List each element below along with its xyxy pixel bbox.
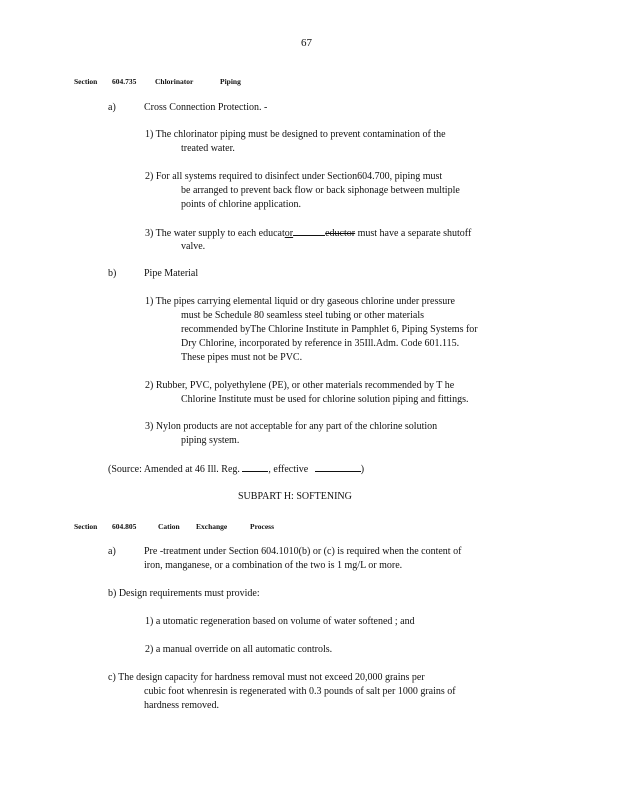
- text-line: piping system.: [181, 435, 240, 446]
- section-title-word: Piping: [220, 77, 241, 86]
- text-line: Pre -treatment under Section 604.1010(b) or (c) is required when the content of: [144, 546, 462, 557]
- text-line: points of chlorine application.: [181, 199, 301, 210]
- text-run: ): [360, 464, 365, 475]
- text-line: [145, 226, 471, 240]
- section-label: Section: [74, 522, 98, 531]
- text-line: hardness removed.: [144, 700, 219, 711]
- subsection-a-heading: Cross Connection Protection. -: [144, 102, 268, 113]
- text-line: 2) Rubber, PVC, polyethylene (PE), or other materials recommended by T he: [145, 380, 455, 391]
- section-title-word: Process: [250, 522, 275, 531]
- deleted-text: eductor: [325, 228, 356, 239]
- section-number: 604.735: [112, 77, 137, 86]
- text-line: c) The design capacity for hardness removal must not exceed 20,000 grains per: [108, 672, 425, 683]
- text-line: Dry Chlorine, incorporated by reference in 35Ill.Adm. Code 601.115.: [181, 338, 460, 349]
- section-number: 604.805: [112, 522, 137, 531]
- text-line: 1) The pipes carrying elemental liquid or dry gaseous chlorine under pressure: [145, 296, 455, 307]
- section-title-word: Chlorinator: [155, 77, 194, 86]
- source-note: [108, 462, 364, 476]
- blank-line: [315, 462, 361, 472]
- page-number: 67: [301, 37, 312, 49]
- subsection-a-marker: a): [108, 102, 116, 113]
- subsection-b-heading: Pipe Material: [144, 268, 199, 279]
- text-line: 1) The chlorinator piping must be designed to prevent contamination of the: [145, 129, 446, 140]
- paragraph-design-2: 2) a manual override on all automatic controls.: [145, 644, 333, 655]
- text-line: valve.: [181, 241, 206, 252]
- text-line: recommended byThe Chlorine Institute in Pamphlet 6, Piping Systems for: [181, 324, 478, 335]
- subsection-b-heading: b) Design requirements must provide:: [108, 588, 260, 599]
- text-line: cubic foot whenresin is regenerated with 0.3 pounds of salt per 1000 grains of: [144, 686, 456, 697]
- section-title-word: Exchange: [196, 522, 228, 531]
- text-line: 2) For all systems required to disinfect under Section604.700, piping must: [145, 171, 443, 182]
- text-line: must be Schedule 80 seamless steel tubing or other materials: [181, 310, 424, 321]
- section-title-word: Cation: [158, 522, 180, 531]
- text-run: 3) The water supply to each educat: [145, 228, 285, 239]
- text-line: These pipes must not be PVC.: [181, 352, 303, 363]
- subsection-b-marker: b): [108, 268, 117, 279]
- paragraph-design-1: 1) a utomatic regeneration based on volume of water softened ; and: [145, 616, 415, 627]
- text-line: be arranged to prevent back flow or back siphonage between multiple: [181, 185, 460, 196]
- inserted-text: or: [284, 228, 294, 239]
- subsection-a-marker: a): [108, 546, 116, 557]
- text-line: iron, manganese, or a combination of the two is 1 mg/L or more.: [144, 560, 403, 571]
- subpart-heading: SUBPART H: SOFTENING: [238, 491, 352, 502]
- text-line: treated water.: [181, 143, 235, 154]
- underline-gap: [293, 226, 325, 236]
- blank-line: [242, 462, 268, 472]
- text-run: (Source: Amended at 46 Ill. Reg.: [108, 464, 240, 475]
- text-run: , effective: [268, 464, 309, 475]
- text-run: must have a separate shutoff: [357, 228, 472, 239]
- text-line: Chlorine Institute must be used for chlorine solution piping and fittings.: [181, 394, 469, 405]
- section-label: Section: [74, 77, 98, 86]
- text-line: 3) Nylon products are not acceptable for any part of the chlorine solution: [145, 421, 438, 432]
